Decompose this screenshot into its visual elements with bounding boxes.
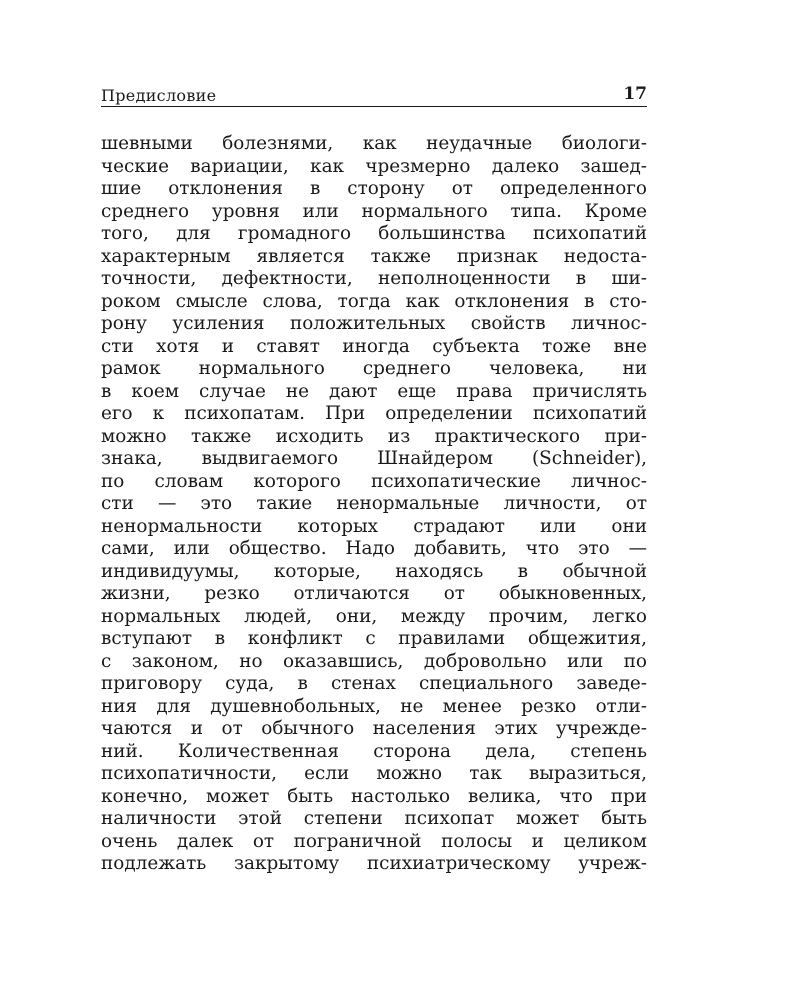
text-line: среднего уровня или нормального типа. Кроме: [101, 200, 647, 222]
page-number: 17: [623, 84, 647, 104]
text-line: в коем случае не дают еще права причислять: [101, 380, 647, 402]
book-page: [101, 84, 647, 874]
text-line: с законом, но оказавшись, добровольно или по: [101, 650, 647, 672]
text-line: вступают в конфликт с правилами общежития,: [101, 628, 647, 649]
text-line: подлежать закрытому психиатрическому учреж-: [101, 853, 647, 874]
running-head: [101, 84, 647, 106]
text-line: по словам которого психопатические личнос-: [101, 470, 647, 492]
body-text: [101, 133, 647, 876]
text-line: точности, дефектности, неполноценности в ши-: [101, 268, 647, 289]
text-line: сти — это такие ненормальные личности, от: [101, 493, 647, 514]
text-line: знака, выдвигаемого Шнайдером (Schneider),: [101, 448, 647, 469]
text-line: характерным является также признак недоста-: [101, 245, 647, 267]
text-line: индивидуумы, которые, находясь в обычной: [101, 560, 647, 582]
text-line: можно также исходить из практического при-: [101, 425, 647, 447]
text-line: шевными болезнями, как неудачные биологи-: [101, 133, 647, 154]
text-line: ния для душевнобольных, не менее резко отли-: [101, 695, 647, 717]
text-line: того, для громадного большинства психопатий: [101, 223, 647, 244]
header-rule: [101, 106, 647, 107]
text-line: жизни, резко отличаются от обыкновенных,: [101, 583, 647, 604]
text-line: психопатичности, если можно так выразиться,: [101, 763, 647, 784]
text-line: ческие вариации, как чрезмерно далеко зашед-: [101, 155, 647, 177]
text-line: ний. Количественная сторона дела, степень: [101, 740, 647, 762]
text-line: шие отклонения в сторону от определенного: [101, 178, 647, 199]
text-line: чаются и от обычного населения этих учрежде-: [101, 718, 647, 739]
text-line: ненормальности которых страдают или они: [101, 515, 647, 537]
text-line: роком смысле слова, тогда как отклонения в сто-: [101, 290, 647, 312]
text-line: очень далек от пограничной полосы и целиком: [101, 830, 647, 852]
text-line: сами, или общество. Надо добавить, что это —: [101, 538, 647, 559]
text-line: рамок нормального среднего человека, ни: [101, 358, 647, 379]
text-line: сти хотя и ставят иногда субъекта тоже вне: [101, 335, 647, 357]
text-line: конечно, может быть настолько велика, что при: [101, 785, 647, 807]
chapter-title: Предисловие: [101, 86, 217, 105]
text-line: нормальных людей, они, между прочим, легко: [101, 605, 647, 627]
text-line: его к психопатам. При определении психопатий: [101, 403, 647, 424]
text-line: приговору суда, в стенах специального заведе-: [101, 673, 647, 694]
text-line: рону усиления положительных свойств личнос-: [101, 313, 647, 334]
text-line: наличности этой степени психопат может быть: [101, 808, 647, 829]
